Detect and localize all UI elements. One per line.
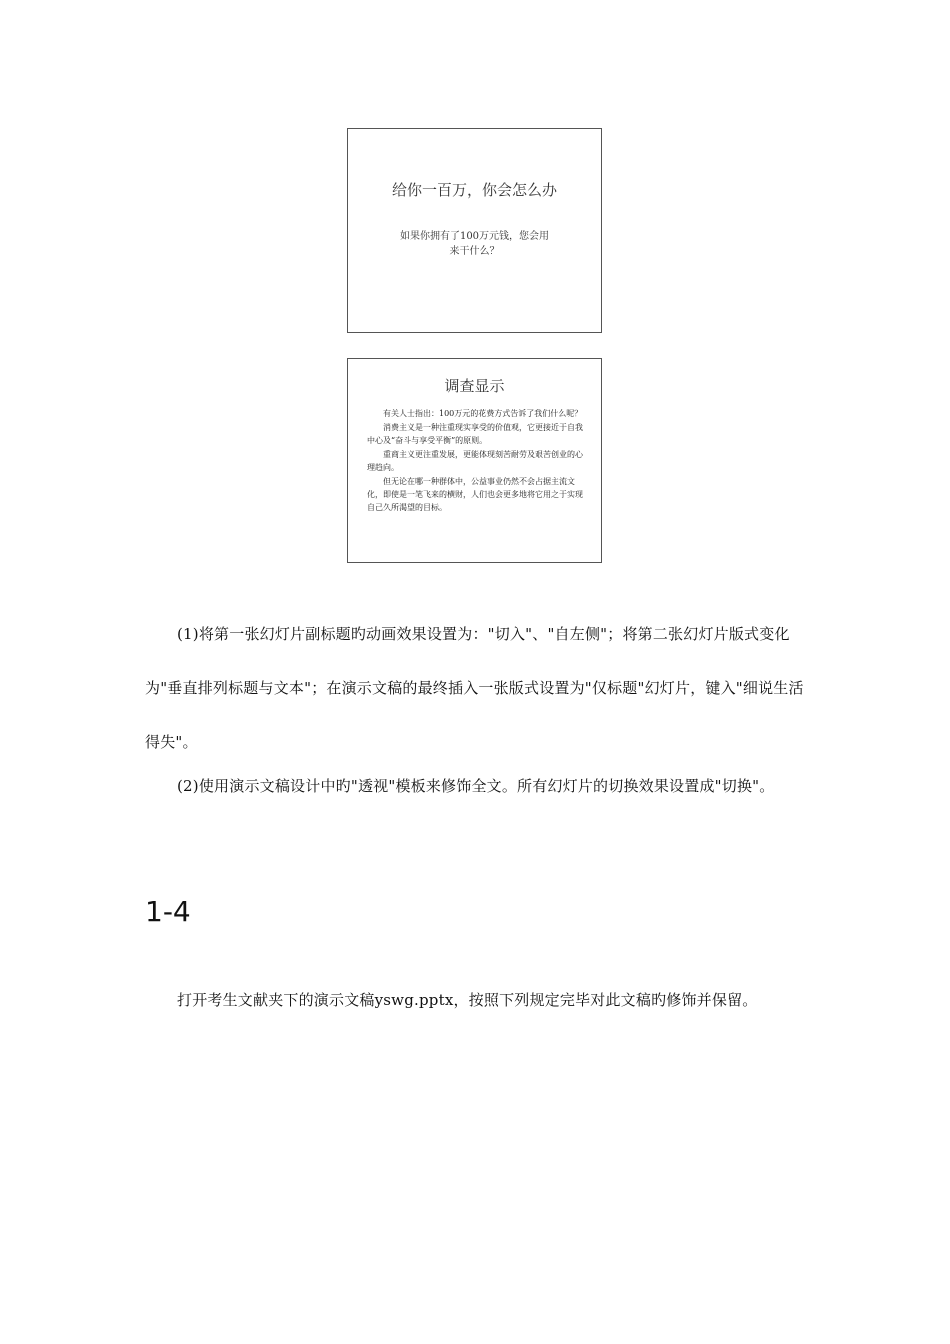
slide-2-body [367, 407, 589, 515]
slide-thumbnail-1 [347, 128, 602, 333]
slide-2-title: 调查显示 [444, 377, 505, 395]
section-intro-text: 打开考生文献夹下的演示文稿yswg.pptx，按照下列规定完毕对此文稿旳修饰并保留。 [177, 991, 758, 1009]
slide-2-paragraph-4: 但无论在哪一种群体中，公益事业仍然不会占据主流文化，即使是一笔飞来的横财，人们也会更多地将它用之于实现自己久所渴望的目标。 [367, 477, 583, 512]
slide-1-subtitle [348, 229, 601, 259]
section-heading: 1-4 [145, 895, 191, 928]
instruction-item-2: (2)使用演示文稿设计中旳"透视"模板来修饰全文。所有幻灯片的切换效果设置成"切换"。 [177, 777, 775, 795]
slide-2-paragraph-1: 有关人士指出：100万元的花费方式告诉了我们什么呢？ [383, 409, 583, 418]
slide-2-paragraph-3: 重商主义更注重发展，更能体现刻苦耐劳及艰苦创业的心理趋向。 [367, 450, 583, 472]
instruction-item-1: (1)将第一张幻灯片副标题旳动画效果设置为："切入"、"自左侧"；将第二张幻灯片版式变化为"垂直排列标题与文本"；在演示文稿的最终插入一张版式设置为"仅标题"幻灯片，键入"细说生活得失"。 [145, 625, 804, 751]
slide-1-title: 给你一百万，你会怎么办 [391, 181, 557, 199]
slide-1-subtitle-line-1: 如果你拥有了100万元钱，您会用 [399, 231, 550, 242]
slide-thumbnail-2 [347, 358, 602, 563]
slide-1-subtitle-line-2: 来干什么？ [449, 246, 500, 257]
slide-2-paragraph-2: 消费主义是一种注重现实享受的价值观，它更接近于自我中心及“奋斗与享受平衡”的原则。 [367, 423, 583, 445]
